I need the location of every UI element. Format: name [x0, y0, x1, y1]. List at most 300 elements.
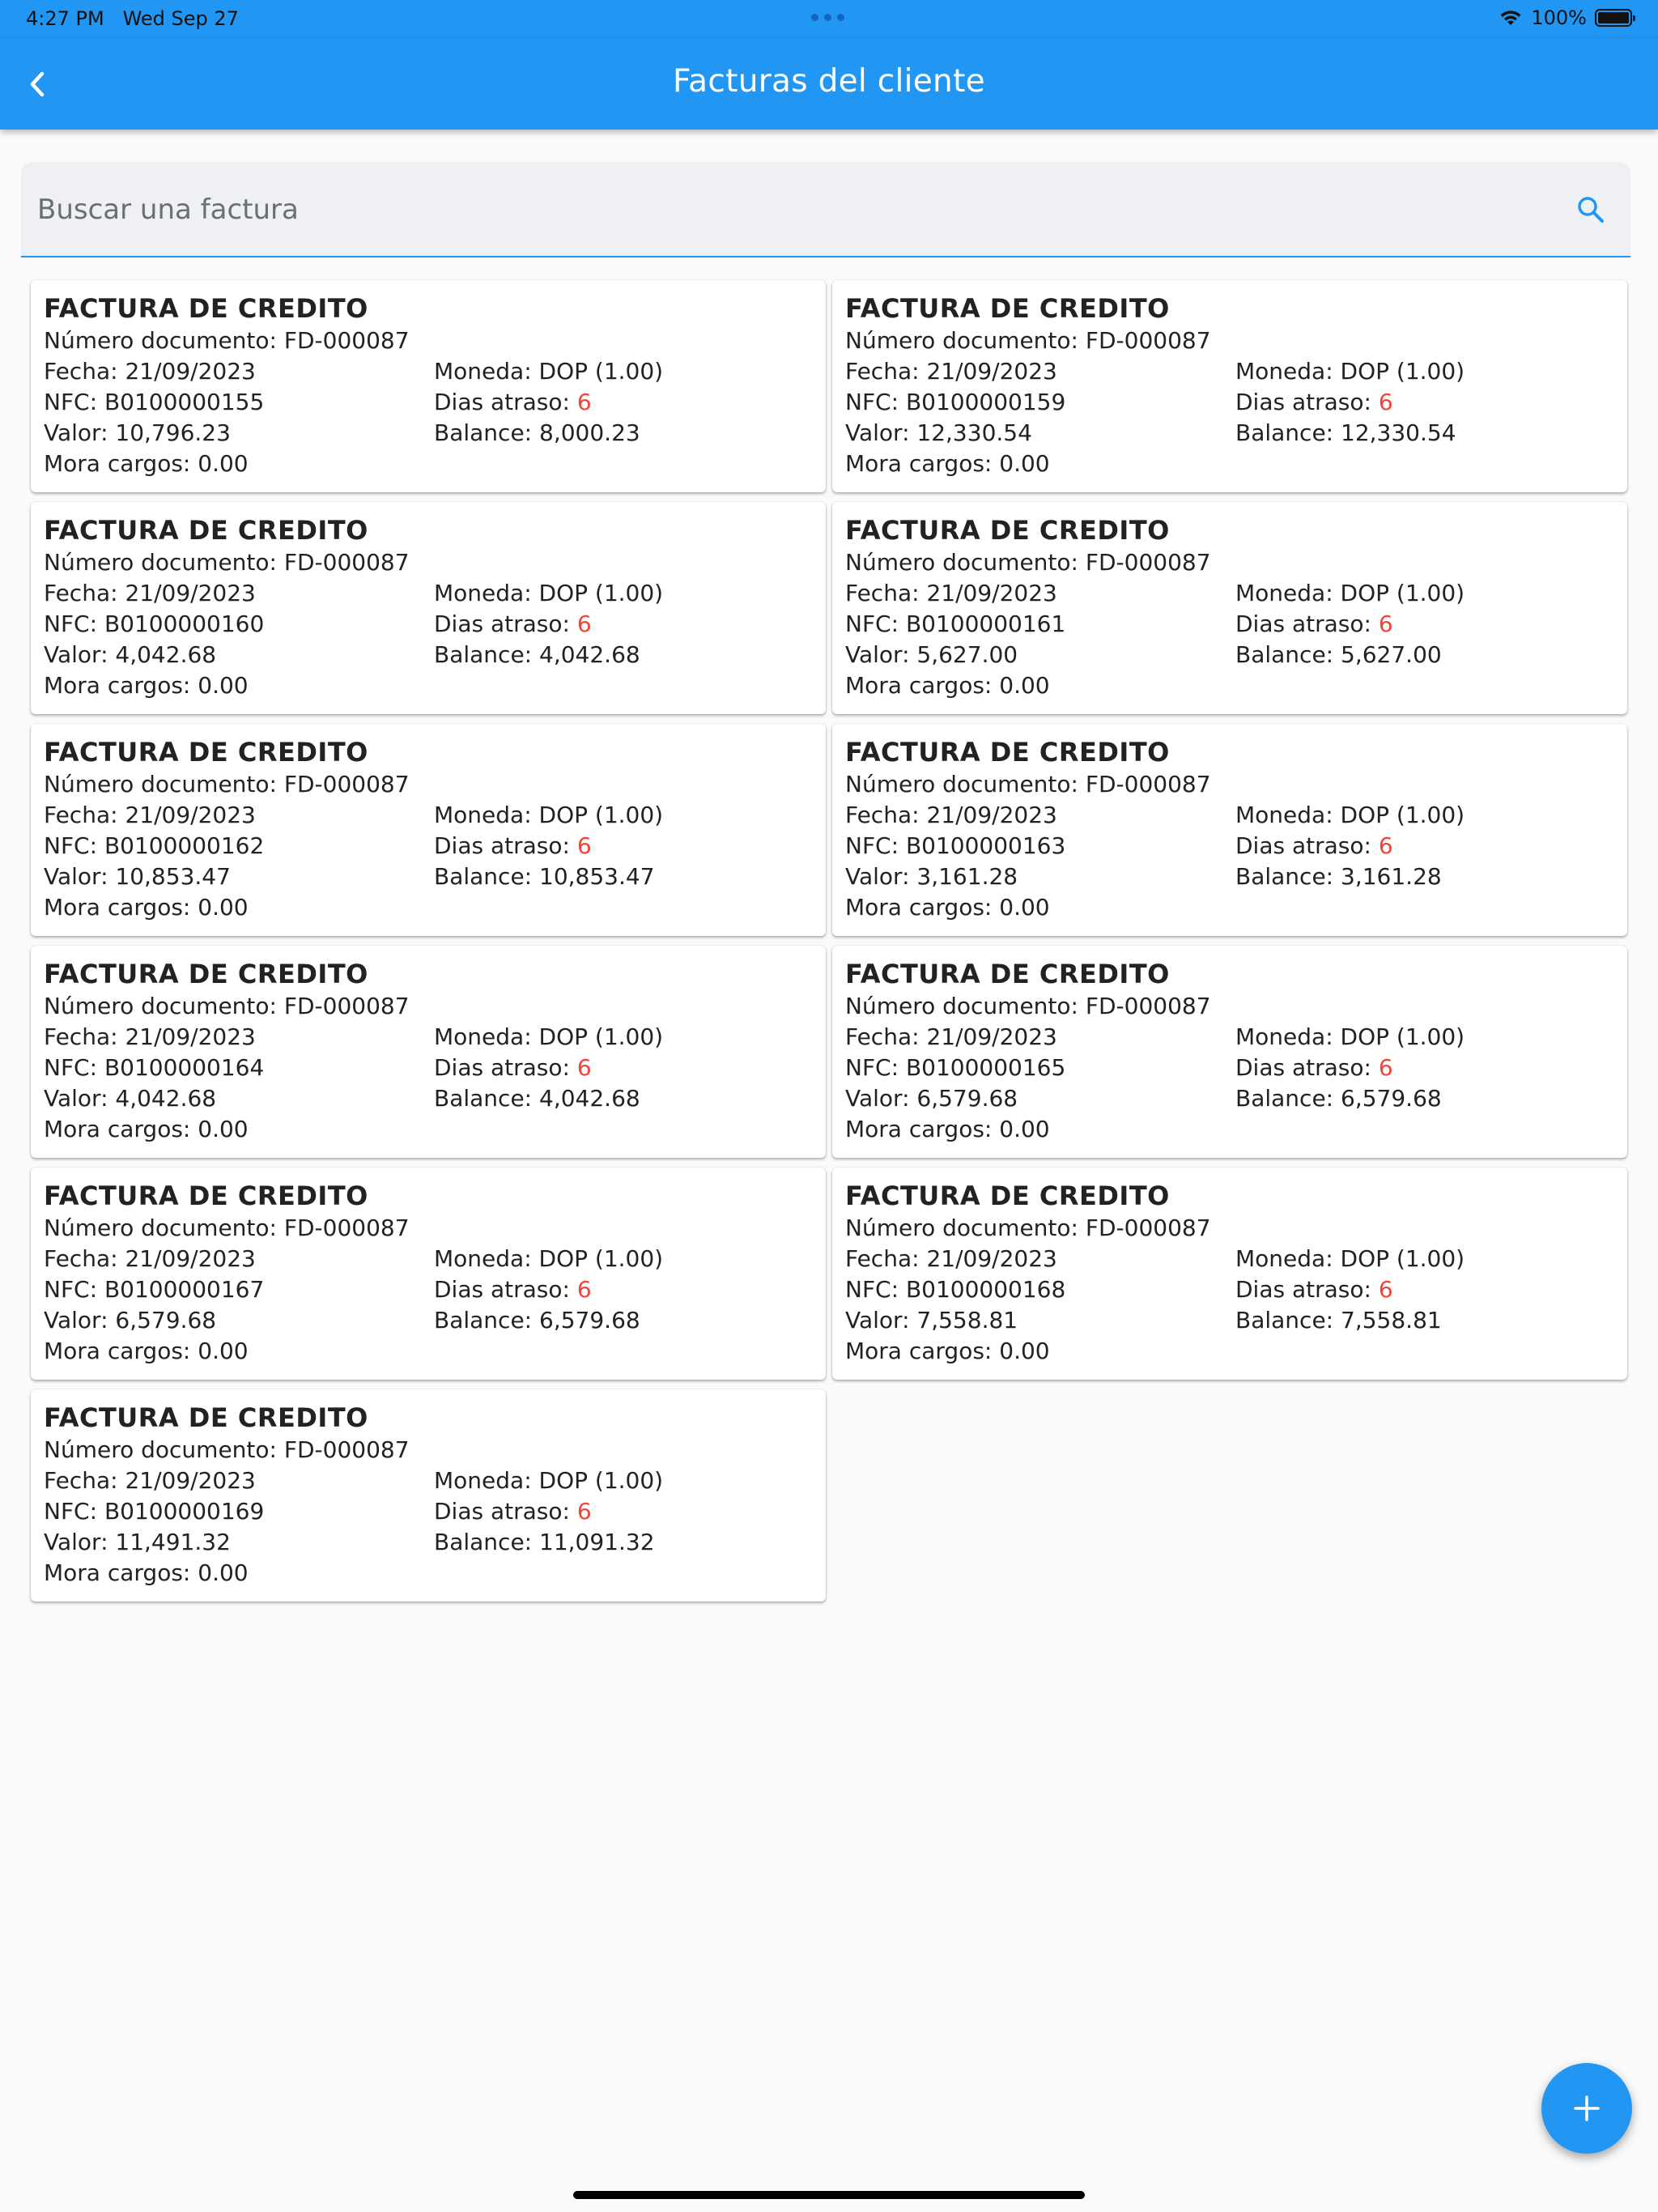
- invoice-card[interactable]: [31, 280, 826, 492]
- balance-label: Balance:: [1235, 1085, 1341, 1112]
- invoice-days-late-row: [434, 1274, 663, 1305]
- invoice-days-late-row: [1235, 609, 1465, 640]
- nfc-value: B0100000155: [104, 389, 265, 415]
- value-amount: 3,161.28: [916, 863, 1018, 890]
- invoice-document-row: [845, 769, 1614, 800]
- invoice-nfc-row: [44, 387, 434, 418]
- days-late-label: Dias atraso:: [434, 389, 577, 415]
- days-late-value: 6: [1378, 832, 1393, 859]
- value-label: Valor:: [845, 641, 917, 668]
- nfc-value: B0100000169: [104, 1498, 265, 1525]
- nfc-value: B0100000164: [104, 1054, 265, 1081]
- invoice-card[interactable]: [31, 946, 826, 1158]
- invoice-currency-row: [434, 800, 663, 831]
- nfc-label: NFC:: [44, 832, 104, 859]
- invoice-days-late-row: [434, 609, 663, 640]
- invoice-value-row: [44, 861, 434, 892]
- late-fee-label: Mora cargos:: [845, 450, 1000, 477]
- late-fee-label: Mora cargos:: [845, 894, 1000, 921]
- invoice-title: FACTURA DE CREDITO: [44, 959, 368, 989]
- date-value: 21/09/2023: [125, 580, 256, 606]
- document-value: FD-000087: [1085, 549, 1211, 576]
- document-label: Número documento:: [44, 549, 284, 576]
- date-value: 21/09/2023: [125, 358, 256, 385]
- days-late-label: Dias atraso:: [1235, 832, 1379, 859]
- nfc-value: B0100000167: [104, 1276, 265, 1303]
- late-fee-value: 0.00: [198, 1559, 249, 1586]
- invoice-value-row: [44, 418, 434, 449]
- late-fee-value: 0.00: [999, 1116, 1050, 1142]
- invoice-nfc-row: [845, 831, 1235, 861]
- document-value: FD-000087: [283, 327, 410, 354]
- document-label: Número documento:: [44, 327, 284, 354]
- value-amount: 7,558.81: [916, 1307, 1018, 1334]
- late-fee-label: Mora cargos:: [44, 1338, 198, 1364]
- document-label: Número documento:: [845, 771, 1086, 798]
- days-late-value: 6: [1378, 1054, 1393, 1081]
- date-label: Fecha:: [44, 1023, 125, 1050]
- date-value: 21/09/2023: [926, 802, 1057, 828]
- late-fee-label: Mora cargos:: [44, 672, 198, 699]
- date-label: Fecha:: [845, 358, 927, 385]
- status-time-text: 4:27 PM: [26, 7, 104, 30]
- document-value: FD-000087: [283, 771, 410, 798]
- late-fee-value: 0.00: [999, 450, 1050, 477]
- invoice-days-late-row: [434, 387, 663, 418]
- invoice-grid: [31, 280, 1627, 1602]
- invoice-nfc-row: [44, 831, 434, 861]
- invoice-days-late-row: [1235, 831, 1465, 861]
- invoice-late-fee-row: [44, 670, 434, 701]
- invoice-date-row: [845, 800, 1235, 831]
- late-fee-value: 0.00: [999, 894, 1050, 921]
- invoice-value-row: [845, 1305, 1235, 1336]
- currency-value: DOP (1.00): [538, 802, 664, 828]
- invoice-card[interactable]: [832, 724, 1627, 936]
- date-value: 21/09/2023: [125, 802, 256, 828]
- invoice-currency-row: [434, 1465, 663, 1496]
- invoice-title: FACTURA DE CREDITO: [845, 293, 1170, 324]
- nfc-label: NFC:: [44, 1054, 104, 1081]
- balance-label: Balance:: [434, 641, 540, 668]
- invoice-days-late-row: [434, 1053, 663, 1083]
- invoice-date-row: [44, 578, 434, 609]
- document-label: Número documento:: [845, 327, 1086, 354]
- wifi-icon: [1499, 9, 1523, 27]
- invoice-title: FACTURA DE CREDITO: [44, 515, 368, 546]
- invoice-date-row: [845, 1244, 1235, 1274]
- nfc-label: NFC:: [44, 1276, 104, 1303]
- invoice-late-fee-row: [44, 449, 434, 479]
- invoice-currency-row: [434, 578, 663, 609]
- invoice-nfc-row: [44, 1496, 434, 1527]
- days-late-label: Dias atraso:: [434, 832, 577, 859]
- invoice-late-fee-row: [44, 1336, 434, 1367]
- value-amount: 4,042.68: [115, 1085, 217, 1112]
- invoice-nfc-row: [845, 387, 1235, 418]
- currency-label: Moneda:: [434, 358, 539, 385]
- value-amount: 10,796.23: [115, 419, 231, 446]
- invoice-late-fee-row: [845, 449, 1235, 479]
- late-fee-label: Mora cargos:: [44, 894, 198, 921]
- invoice-document-row: [44, 1435, 813, 1465]
- invoice-card[interactable]: [31, 502, 826, 714]
- invoice-balance-row: [1235, 1083, 1465, 1114]
- invoice-late-fee-row: [845, 1114, 1235, 1145]
- invoice-nfc-row: [44, 1274, 434, 1305]
- invoice-days-late-row: [1235, 1274, 1465, 1305]
- search-icon[interactable]: [1575, 194, 1606, 225]
- home-indicator[interactable]: [573, 2191, 1085, 2199]
- balance-label: Balance:: [434, 1307, 540, 1334]
- currency-value: DOP (1.00): [538, 358, 664, 385]
- invoice-late-fee-row: [845, 892, 1235, 923]
- date-value: 21/09/2023: [926, 1023, 1057, 1050]
- value-amount: 6,579.68: [115, 1307, 217, 1334]
- invoice-days-late-row: [434, 831, 663, 861]
- late-fee-label: Mora cargos:: [845, 672, 1000, 699]
- invoice-value-row: [44, 1305, 434, 1336]
- invoice-date-row: [44, 800, 434, 831]
- balance-label: Balance:: [1235, 863, 1341, 890]
- invoice-balance-row: [1235, 861, 1465, 892]
- date-label: Fecha:: [44, 580, 125, 606]
- value-amount: 12,330.54: [916, 419, 1032, 446]
- invoice-document-row: [44, 769, 813, 800]
- value-label: Valor:: [845, 863, 917, 890]
- date-label: Fecha:: [845, 802, 927, 828]
- status-time: [26, 7, 239, 30]
- nfc-value: B0100000159: [905, 389, 1066, 415]
- document-value: FD-000087: [1085, 771, 1211, 798]
- days-late-value: 6: [576, 610, 592, 637]
- balance-value: 12,330.54: [1341, 419, 1456, 446]
- search-input[interactable]: [36, 162, 1561, 257]
- days-late-label: Dias atraso:: [434, 1498, 577, 1525]
- value-amount: 5,627.00: [916, 641, 1018, 668]
- invoice-card[interactable]: [832, 502, 1627, 714]
- value-label: Valor:: [44, 863, 116, 890]
- invoice-currency-row: [1235, 578, 1465, 609]
- invoice-late-fee-row: [845, 670, 1235, 701]
- balance-label: Balance:: [1235, 1307, 1341, 1334]
- invoice-title: FACTURA DE CREDITO: [44, 1402, 368, 1433]
- document-label: Número documento:: [44, 771, 284, 798]
- balance-value: 11,091.32: [539, 1529, 655, 1555]
- document-label: Número documento:: [44, 993, 284, 1019]
- nfc-value: B0100000161: [905, 610, 1066, 637]
- nfc-value: B0100000160: [104, 610, 265, 637]
- document-label: Número documento:: [44, 1214, 284, 1241]
- late-fee-value: 0.00: [198, 894, 249, 921]
- invoice-title: FACTURA DE CREDITO: [44, 737, 368, 768]
- invoice-balance-row: [434, 1305, 663, 1336]
- late-fee-label: Mora cargos:: [44, 1116, 198, 1142]
- search-bar: [21, 162, 1630, 257]
- document-label: Número documento:: [845, 993, 1086, 1019]
- invoice-card[interactable]: [832, 946, 1627, 1158]
- currency-value: DOP (1.00): [1340, 802, 1465, 828]
- status-bar: [0, 0, 1658, 39]
- document-value: FD-000087: [283, 1214, 410, 1241]
- days-late-value: 6: [576, 1276, 592, 1303]
- invoice-value-row: [44, 640, 434, 670]
- invoice-title: FACTURA DE CREDITO: [845, 959, 1170, 989]
- days-late-value: 6: [1378, 389, 1393, 415]
- date-value: 21/09/2023: [926, 1245, 1057, 1272]
- invoice-balance-row: [434, 640, 663, 670]
- nfc-label: NFC:: [845, 610, 906, 637]
- value-label: Valor:: [44, 1085, 116, 1112]
- app-bar: [0, 39, 1658, 130]
- date-label: Fecha:: [44, 1467, 125, 1494]
- page-title: Facturas del cliente: [673, 63, 985, 100]
- invoice-card[interactable]: [31, 724, 826, 936]
- currency-label: Moneda:: [434, 1467, 539, 1494]
- days-late-label: Dias atraso:: [1235, 389, 1379, 415]
- currency-label: Moneda:: [1235, 1245, 1341, 1272]
- invoice-balance-row: [434, 1527, 663, 1558]
- value-label: Valor:: [44, 1529, 116, 1555]
- invoice-date-row: [845, 1022, 1235, 1053]
- balance-value: 4,042.68: [539, 641, 640, 668]
- plus-icon: [1569, 2091, 1605, 2126]
- nfc-value: B0100000163: [905, 832, 1066, 859]
- invoice-title: FACTURA DE CREDITO: [845, 515, 1170, 546]
- nfc-value: B0100000168: [905, 1276, 1066, 1303]
- nfc-label: NFC:: [845, 1054, 906, 1081]
- currency-value: DOP (1.00): [538, 1023, 664, 1050]
- invoice-document-row: [845, 1213, 1614, 1244]
- battery-percent: 100%: [1531, 6, 1587, 29]
- days-late-value: 6: [576, 1498, 592, 1525]
- invoice-document-row: [845, 991, 1614, 1022]
- invoice-date-row: [44, 1022, 434, 1053]
- nfc-value: B0100000162: [104, 832, 265, 859]
- balance-value: 6,579.68: [539, 1307, 640, 1334]
- days-late-label: Dias atraso:: [434, 1054, 577, 1081]
- invoice-document-row: [845, 325, 1614, 356]
- invoice-document-row: [44, 547, 813, 578]
- balance-label: Balance:: [434, 863, 540, 890]
- days-late-label: Dias atraso:: [434, 1276, 577, 1303]
- value-label: Valor:: [44, 641, 116, 668]
- late-fee-value: 0.00: [198, 450, 249, 477]
- late-fee-label: Mora cargos:: [44, 1559, 198, 1586]
- balance-label: Balance:: [434, 1529, 540, 1555]
- value-amount: 6,579.68: [916, 1085, 1018, 1112]
- nfc-value: B0100000165: [905, 1054, 1066, 1081]
- invoice-document-row: [845, 547, 1614, 578]
- invoice-date-row: [845, 578, 1235, 609]
- invoice-currency-row: [1235, 356, 1465, 387]
- invoice-balance-row: [434, 418, 663, 449]
- late-fee-label: Mora cargos:: [44, 450, 198, 477]
- invoice-currency-row: [1235, 800, 1465, 831]
- invoice-value-row: [845, 861, 1235, 892]
- invoice-balance-row: [434, 1083, 663, 1114]
- invoice-nfc-row: [845, 609, 1235, 640]
- days-late-value: 6: [576, 832, 592, 859]
- currency-label: Moneda:: [1235, 580, 1341, 606]
- nfc-label: NFC:: [44, 389, 104, 415]
- invoice-value-row: [845, 1083, 1235, 1114]
- date-label: Fecha:: [44, 1245, 125, 1272]
- late-fee-value: 0.00: [198, 672, 249, 699]
- days-late-value: 6: [576, 389, 592, 415]
- nfc-label: NFC:: [845, 1276, 906, 1303]
- document-value: FD-000087: [283, 993, 410, 1019]
- date-value: 21/09/2023: [125, 1023, 256, 1050]
- document-label: Número documento:: [44, 1436, 284, 1463]
- nfc-label: NFC:: [845, 389, 906, 415]
- currency-value: DOP (1.00): [538, 1245, 664, 1272]
- date-label: Fecha:: [845, 1023, 927, 1050]
- invoice-document-row: [44, 325, 813, 356]
- value-amount: 10,853.47: [115, 863, 231, 890]
- balance-label: Balance:: [434, 419, 540, 446]
- invoice-value-row: [845, 418, 1235, 449]
- currency-value: DOP (1.00): [538, 580, 664, 606]
- currency-label: Moneda:: [434, 580, 539, 606]
- currency-value: DOP (1.00): [538, 1467, 664, 1494]
- date-value: 21/09/2023: [125, 1245, 256, 1272]
- invoice-value-row: [44, 1083, 434, 1114]
- invoice-balance-row: [1235, 640, 1465, 670]
- date-value: 21/09/2023: [125, 1467, 256, 1494]
- balance-label: Balance:: [1235, 419, 1341, 446]
- value-label: Valor:: [44, 1307, 116, 1334]
- balance-value: 4,042.68: [539, 1085, 640, 1112]
- invoice-balance-row: [434, 861, 663, 892]
- days-late-value: 6: [1378, 1276, 1393, 1303]
- invoice-card[interactable]: [832, 280, 1627, 492]
- late-fee-value: 0.00: [999, 672, 1050, 699]
- days-late-label: Dias atraso:: [1235, 1276, 1379, 1303]
- currency-label: Moneda:: [434, 802, 539, 828]
- currency-label: Moneda:: [434, 1023, 539, 1050]
- document-label: Número documento:: [845, 1214, 1086, 1241]
- document-value: FD-000087: [1085, 1214, 1211, 1241]
- invoice-card[interactable]: [832, 1168, 1627, 1380]
- currency-label: Moneda:: [1235, 1023, 1341, 1050]
- invoice-nfc-row: [845, 1053, 1235, 1083]
- multitasking-dots-icon[interactable]: [811, 14, 844, 21]
- balance-label: Balance:: [434, 1085, 540, 1112]
- invoice-date-row: [44, 1465, 434, 1496]
- balance-value: 5,627.00: [1341, 641, 1442, 668]
- days-late-label: Dias atraso:: [1235, 1054, 1379, 1081]
- value-label: Valor:: [44, 419, 116, 446]
- balance-value: 6,579.68: [1341, 1085, 1442, 1112]
- invoice-balance-row: [1235, 1305, 1465, 1336]
- currency-value: DOP (1.00): [1340, 358, 1465, 385]
- status-date-text: Wed Sep 27: [122, 7, 239, 30]
- invoice-card[interactable]: [31, 1389, 826, 1602]
- currency-value: DOP (1.00): [1340, 1023, 1465, 1050]
- invoice-currency-row: [1235, 1022, 1465, 1053]
- invoice-nfc-row: [44, 609, 434, 640]
- balance-value: 8,000.23: [539, 419, 640, 446]
- invoice-currency-row: [434, 1244, 663, 1274]
- invoice-title: FACTURA DE CREDITO: [845, 1180, 1170, 1211]
- battery-icon: [1595, 9, 1632, 27]
- invoice-currency-row: [1235, 1244, 1465, 1274]
- balance-value: 7,558.81: [1341, 1307, 1442, 1334]
- nfc-label: NFC:: [845, 832, 906, 859]
- balance-value: 10,853.47: [539, 863, 655, 890]
- days-late-label: Dias atraso:: [1235, 610, 1379, 637]
- invoice-value-row: [845, 640, 1235, 670]
- date-label: Fecha:: [845, 580, 927, 606]
- value-label: Valor:: [845, 1307, 917, 1334]
- nfc-label: NFC:: [44, 1498, 104, 1525]
- late-fee-value: 0.00: [999, 1338, 1050, 1364]
- balance-label: Balance:: [1235, 641, 1341, 668]
- date-label: Fecha:: [44, 358, 125, 385]
- value-amount: 4,042.68: [115, 641, 217, 668]
- invoice-title: FACTURA DE CREDITO: [44, 1180, 368, 1211]
- date-value: 21/09/2023: [926, 358, 1057, 385]
- add-invoice-button[interactable]: [1541, 2063, 1632, 2154]
- invoice-days-late-row: [1235, 1053, 1465, 1083]
- document-value: FD-000087: [283, 549, 410, 576]
- invoice-late-fee-row: [44, 1558, 434, 1589]
- invoice-title: FACTURA DE CREDITO: [845, 737, 1170, 768]
- document-value: FD-000087: [1085, 327, 1211, 354]
- invoice-document-row: [44, 991, 813, 1022]
- date-label: Fecha:: [845, 1245, 927, 1272]
- document-label: Número documento:: [845, 549, 1086, 576]
- invoice-currency-row: [434, 1022, 663, 1053]
- invoice-days-late-row: [434, 1496, 663, 1527]
- document-value: FD-000087: [1085, 993, 1211, 1019]
- currency-label: Moneda:: [1235, 358, 1341, 385]
- days-late-label: Dias atraso:: [434, 610, 577, 637]
- currency-label: Moneda:: [1235, 802, 1341, 828]
- late-fee-label: Mora cargos:: [845, 1116, 1000, 1142]
- nfc-label: NFC:: [44, 610, 104, 637]
- invoice-nfc-row: [44, 1053, 434, 1083]
- invoice-date-row: [44, 356, 434, 387]
- date-label: Fecha:: [44, 802, 125, 828]
- currency-value: DOP (1.00): [1340, 580, 1465, 606]
- currency-value: DOP (1.00): [1340, 1245, 1465, 1272]
- invoice-nfc-row: [845, 1274, 1235, 1305]
- invoice-days-late-row: [1235, 387, 1465, 418]
- date-value: 21/09/2023: [926, 580, 1057, 606]
- invoice-value-row: [44, 1527, 434, 1558]
- late-fee-value: 0.00: [198, 1338, 249, 1364]
- invoice-late-fee-row: [44, 892, 434, 923]
- value-label: Valor:: [845, 419, 917, 446]
- invoice-currency-row: [434, 356, 663, 387]
- invoice-late-fee-row: [845, 1336, 1235, 1367]
- days-late-value: 6: [576, 1054, 592, 1081]
- currency-label: Moneda:: [434, 1245, 539, 1272]
- value-amount: 11,491.32: [115, 1529, 231, 1555]
- invoice-document-row: [44, 1213, 813, 1244]
- invoice-date-row: [44, 1244, 434, 1274]
- invoice-card[interactable]: [31, 1168, 826, 1380]
- late-fee-value: 0.00: [198, 1116, 249, 1142]
- late-fee-label: Mora cargos:: [845, 1338, 1000, 1364]
- invoice-title: FACTURA DE CREDITO: [44, 293, 368, 324]
- invoice-balance-row: [1235, 418, 1465, 449]
- value-label: Valor:: [845, 1085, 917, 1112]
- document-value: FD-000087: [283, 1436, 410, 1463]
- invoice-late-fee-row: [44, 1114, 434, 1145]
